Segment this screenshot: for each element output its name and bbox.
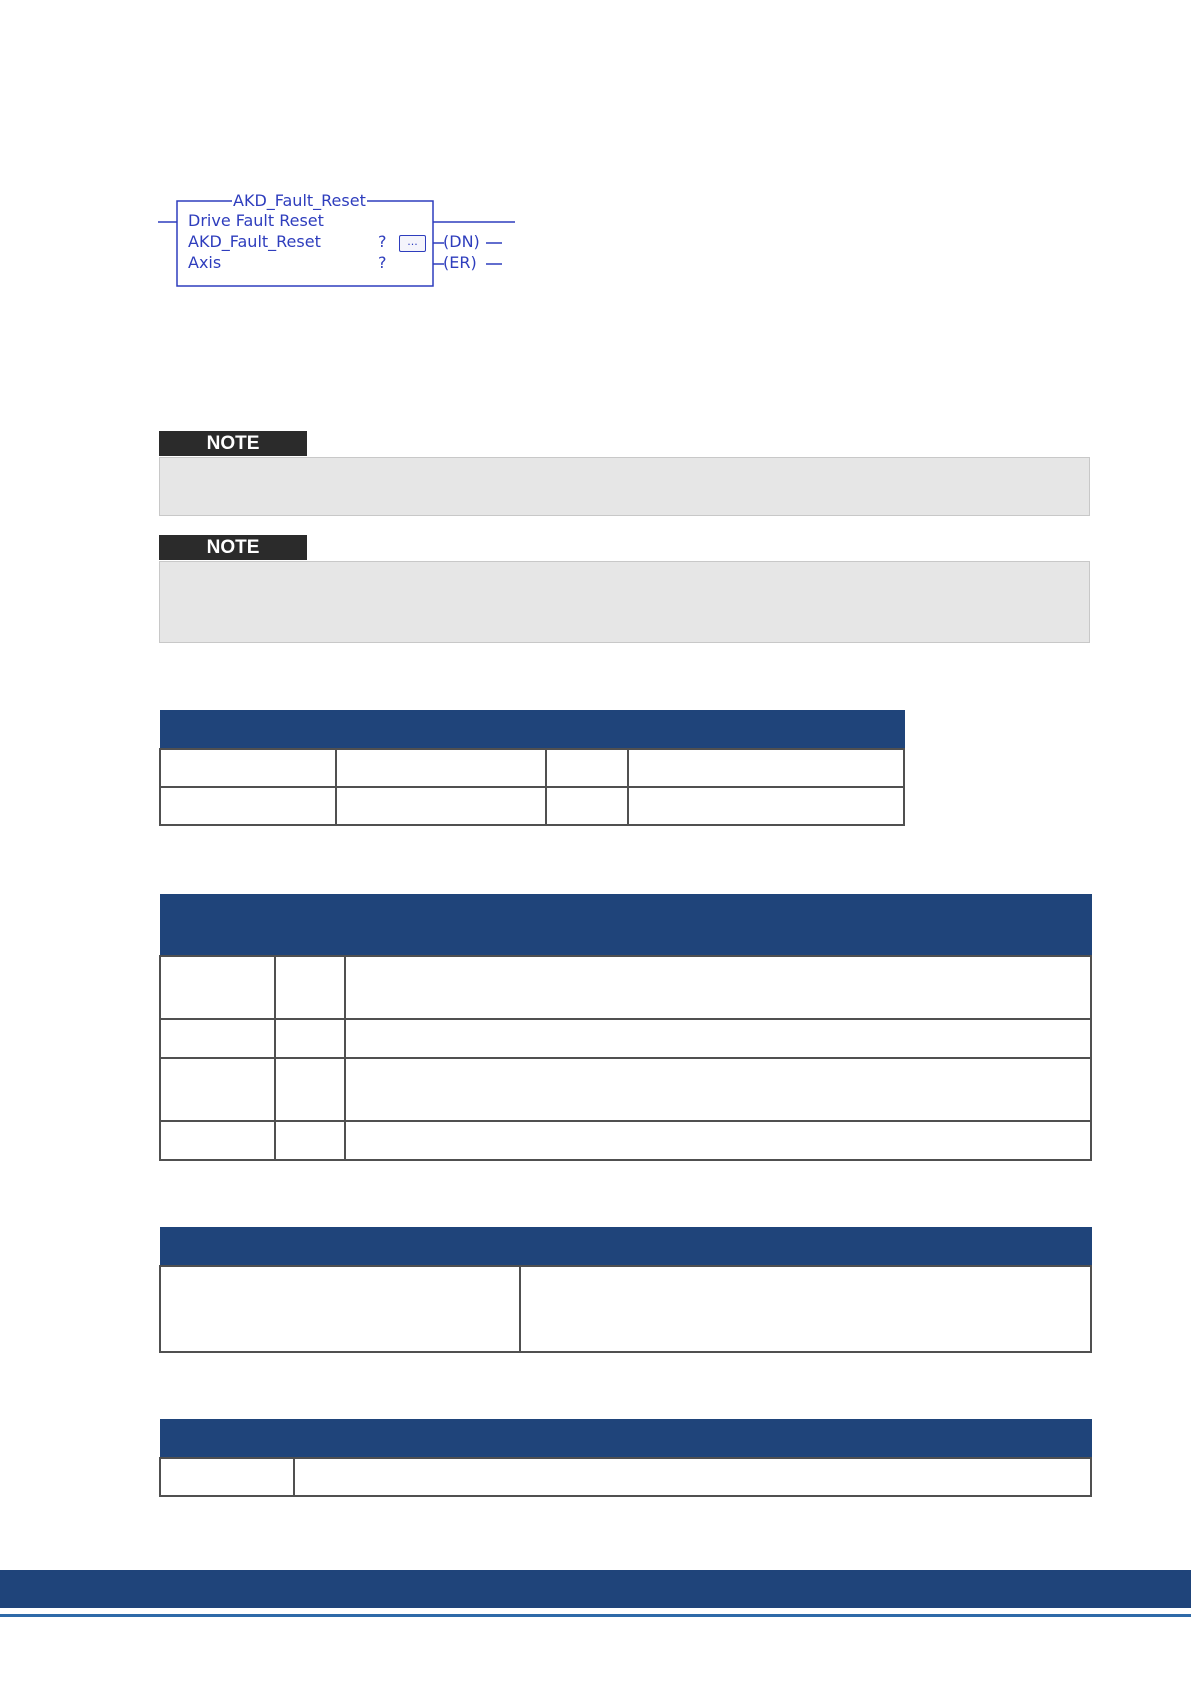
- table-header-cell: [294, 1420, 1091, 1458]
- table-cell: [160, 956, 275, 1019]
- summary-table: [159, 1419, 1092, 1497]
- table-cell: [160, 1058, 275, 1121]
- footer-rule: [0, 1614, 1191, 1617]
- table-cell: [160, 749, 336, 787]
- two-column-table: [159, 1227, 1092, 1353]
- table-row: [160, 1121, 1091, 1160]
- note-body-2: [159, 561, 1090, 643]
- table-header-cell: [160, 895, 275, 956]
- table-cell: [345, 1058, 1091, 1121]
- footer-bar: [0, 1570, 1191, 1608]
- table-header-cell: [546, 711, 628, 749]
- table-header-cell: [160, 1228, 520, 1266]
- table-header-cell: [520, 1228, 1091, 1266]
- structure-table: [159, 894, 1092, 1161]
- output-er: (ER): [443, 253, 477, 272]
- browse-button[interactable]: ...: [399, 235, 426, 252]
- table-header-cell: [628, 711, 904, 749]
- table-cell: [345, 1121, 1091, 1160]
- table-header-cell: [160, 711, 336, 749]
- table-header-row: [160, 895, 1091, 956]
- table-header-row: [160, 1420, 1091, 1458]
- table-row: [160, 749, 904, 787]
- block-title: AKD_Fault_Reset: [233, 191, 366, 210]
- table-row: [160, 1266, 1091, 1352]
- table-row: [160, 1019, 1091, 1058]
- param-label-axis: Axis: [188, 253, 222, 272]
- table-cell: [275, 1121, 345, 1160]
- table-header-cell: [336, 711, 546, 749]
- table-cell: [336, 749, 546, 787]
- table-cell: [160, 1121, 275, 1160]
- operands-table: [159, 710, 905, 826]
- ladder-block: [0, 0, 560, 300]
- table-cell: [336, 787, 546, 825]
- output-dn: (DN): [443, 232, 480, 251]
- param-value-fault-reset: ?: [378, 232, 387, 251]
- table-cell: [345, 956, 1091, 1019]
- param-label-fault-reset: AKD_Fault_Reset: [188, 232, 321, 251]
- table-header-cell: [345, 895, 1091, 956]
- table-row: [160, 1458, 1091, 1496]
- table-cell: [275, 1058, 345, 1121]
- table-cell: [275, 956, 345, 1019]
- table-cell: [628, 749, 904, 787]
- table-cell: [345, 1019, 1091, 1058]
- table-cell: [160, 1266, 520, 1352]
- table-header-row: [160, 1228, 1091, 1266]
- note-tag-1: NOTE: [159, 431, 307, 456]
- table-header-cell: [275, 895, 345, 956]
- table-cell: [160, 1019, 275, 1058]
- note-body-1: [159, 457, 1090, 516]
- param-value-axis: ?: [378, 253, 387, 272]
- table-row: [160, 956, 1091, 1019]
- table-cell: [546, 749, 628, 787]
- table-header-cell: [160, 1420, 294, 1458]
- table-cell: [294, 1458, 1091, 1496]
- table-header-row: [160, 711, 904, 749]
- instruction-name: Drive Fault Reset: [188, 211, 324, 230]
- table-cell: [520, 1266, 1091, 1352]
- table-cell: [160, 1458, 294, 1496]
- table-cell: [275, 1019, 345, 1058]
- note-tag-2: NOTE: [159, 535, 307, 560]
- table-cell: [546, 787, 628, 825]
- table-cell: [628, 787, 904, 825]
- table-cell: [160, 787, 336, 825]
- table-row: [160, 1058, 1091, 1121]
- table-row: [160, 787, 904, 825]
